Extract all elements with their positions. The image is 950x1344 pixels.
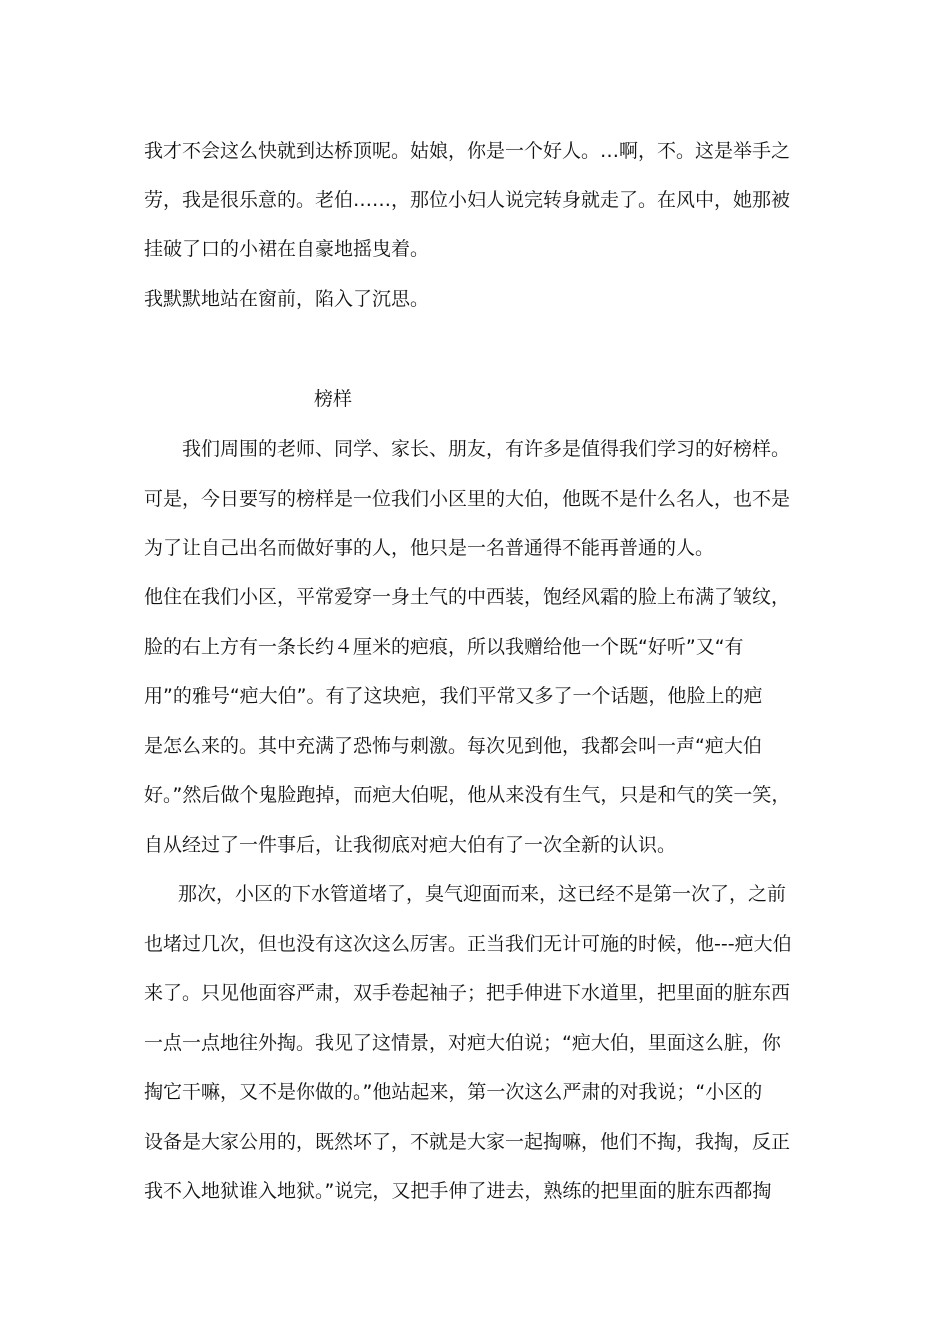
body-line-3: 为了让自己出名而做好事的人，他只是一名普通得不能再普通的人。 xyxy=(144,537,715,559)
intro-line-1: 我才不会这么快就到达桥顶呢。姑娘，你是一个好人。…啊，不。这是举手之 xyxy=(144,140,791,162)
body-line-6: 用”的雅号“疤大伯”。有了这块疤，我们平常又多了一个话题，他脸上的疤 xyxy=(144,685,763,707)
intro-line-4: 我默默地站在窗前，陷入了沉思。 xyxy=(144,288,430,310)
body-line-13: 一点一点地往外掏。我见了这情景，对疤大伯说；“疤大伯，里面这么脏，你 xyxy=(144,1032,781,1054)
body-line-10: 那次，小区的下水管道堵了，臭气迎面而来，这已经不是第一次了，之前 xyxy=(178,883,787,905)
body-line-2: 可是，今日要写的榜样是一位我们小区里的大伯，他既不是什么名人，也不是 xyxy=(144,488,791,510)
body-line-1: 我们周围的老师、同学、家长、朋友，有许多是值得我们学习的好榜样。 xyxy=(182,438,791,460)
body-line-12: 来了。只见他面容严肃，双手卷起袖子；把手伸进下水道里，把里面的脏东西 xyxy=(144,982,791,1004)
body-line-8: 好。”然后做个鬼脸跑掉，而疤大伯呢，他从来没有生气，只是和气的笑一笑， xyxy=(144,784,791,806)
body-line-7: 是怎么来的。其中充满了恐怖与刺激。每次见到他，我都会叫一声“疤大伯 xyxy=(144,735,762,757)
essay-title: 榜样 xyxy=(314,388,353,410)
body-line-15: 设备是大家公用的，既然坏了，不就是大家一起掏嘛，他们不掏，我掏，反正 xyxy=(144,1131,791,1153)
intro-line-2: 劳，我是很乐意的。老伯……，那位小妇人说完转身就走了。在风中，她那被 xyxy=(144,189,791,211)
intro-line-3: 挂破了口的小裙在自豪地摇曳着。 xyxy=(144,238,430,260)
body-line-9: 自从经过了一件事后，让我彻底对疤大伯有了一次全新的认识。 xyxy=(144,834,677,856)
body-line-5: 脸的右上方有一条长约４厘米的疤痕，所以我赠给他一个既“好听”又“有 xyxy=(144,636,744,658)
body-line-16: 我不入地狱谁入地狱。”说完，又把手伸了进去，熟练的把里面的脏东西都掏 xyxy=(144,1180,772,1202)
body-line-14: 掏它干嘛，又不是你做的。”他站起来，第一次这么严肃的对我说；“小区的 xyxy=(144,1081,763,1103)
body-line-4: 他住在我们小区，平常爱穿一身土气的中西装，饱经风霜的脸上布满了皱纹， xyxy=(144,586,791,608)
body-line-11: 也堵过几次，但也没有这次这么厉害。正当我们无计可施的时候，他---疤大伯 xyxy=(144,933,792,955)
